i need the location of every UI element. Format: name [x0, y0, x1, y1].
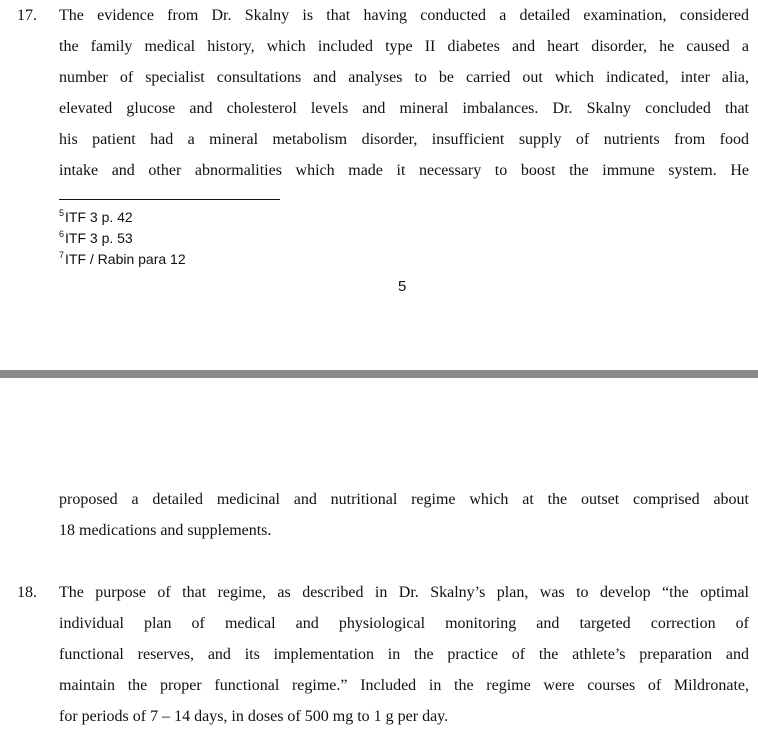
text-line: number of specialist consultations and analyses to be carried out which indicated, inter alia,: [59, 69, 749, 86]
footnotes: [59, 205, 186, 268]
footnote: [59, 226, 186, 247]
text-line: the family medical history, which included type II diabetes and heart disorder, he caused a: [59, 38, 749, 55]
footnote-mark: 6: [59, 229, 65, 239]
text-line: intake and other abnormalities which made it necessary to boost the immune system. He: [59, 162, 749, 179]
footnote-text: ITF 3 p. 53: [65, 230, 133, 246]
footnote-mark: 7: [59, 250, 65, 260]
text-line: his patient had a mineral metabolism disorder, insufficient supply of nutrients from food: [59, 131, 749, 148]
footnote: [59, 247, 186, 268]
page-number: 5: [398, 278, 407, 295]
footnote-mark: 5: [59, 208, 65, 218]
text-line: The evidence from Dr. Skalny is that having conducted a detailed examination, considered: [59, 7, 749, 24]
text-line: The purpose of that regime, as described in Dr. Skalny’s plan, was to develop “the optimal: [59, 584, 749, 601]
footnote: [59, 205, 186, 226]
text-line: elevated glucose and cholesterol levels and mineral imbalances. Dr. Skalny concluded that: [59, 100, 749, 117]
paragraph-body: [59, 577, 749, 732]
paragraph-body: [59, 484, 749, 546]
footnote-text: ITF / Rabin para 12: [65, 251, 186, 267]
text-line: individual plan of medical and physiological monitoring and targeted correction of: [59, 615, 749, 632]
paragraph-number: 18.: [17, 584, 37, 601]
text-line: functional reserves, and its implementation in the practice of the athlete’s preparation and: [59, 646, 749, 663]
footnote-text: ITF 3 p. 42: [65, 209, 133, 225]
page-break-divider: [0, 370, 758, 378]
text-line: maintain the proper functional regime.” Included in the regime were courses of Mildronate,: [59, 677, 749, 694]
paragraph-number: 17.: [17, 7, 37, 24]
text-line: proposed a detailed medicinal and nutritional regime which at the outset comprised about: [59, 491, 749, 508]
paragraph-body: [59, 0, 749, 186]
text-line: for periods of 7 – 14 days, in doses of 500 mg to 1 g per day.: [59, 708, 449, 725]
footnote-separator: [59, 199, 280, 200]
text-line: 18 medications and supplements.: [59, 522, 272, 539]
